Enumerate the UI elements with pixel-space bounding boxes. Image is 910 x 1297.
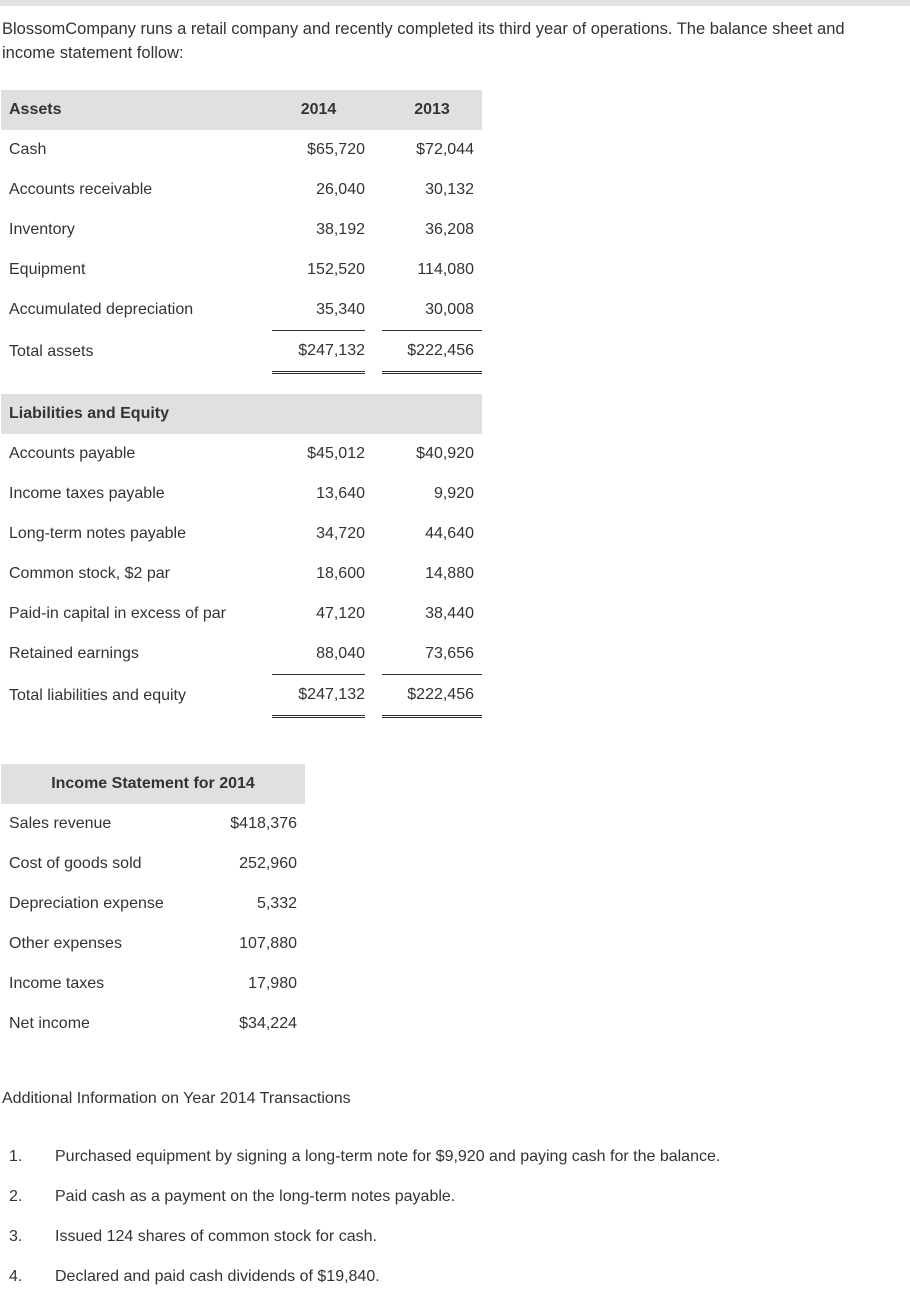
item-text: Issued 124 shares of common stock for cash. — [55, 1228, 377, 1245]
list-item — [0, 1217, 910, 1257]
row-value: 5,332 — [256, 895, 297, 912]
row-label: Accounts receivable — [9, 181, 153, 198]
total-2014: $247,132 — [272, 331, 365, 373]
value-2013: $40,920 — [416, 445, 474, 462]
income-statement-header-row — [1, 764, 305, 804]
value-2014: $45,012 — [307, 445, 365, 462]
table-row — [1, 210, 482, 250]
additional-info-title: Additional Information on Year 2014 Transactions — [2, 1090, 351, 1107]
row-label: Other expenses — [9, 935, 122, 952]
item-text: Paid cash as a payment on the long-term notes payable. — [55, 1188, 456, 1205]
table-row — [1, 924, 305, 964]
item-text: Purchased equipment by signing a long-term note for $9,920 and paying cash for the balance. — [55, 1148, 721, 1165]
row-label: Paid-in capital in excess of par — [9, 605, 226, 622]
liabilities-header: Liabilities and Equity — [1, 394, 272, 434]
total-2013: $222,456 — [382, 331, 482, 373]
income-statement-title: Income Statement for 2014 — [1, 764, 305, 804]
list-item — [0, 1177, 910, 1217]
value-2013: 14,880 — [425, 565, 474, 582]
row-label: Total assets — [9, 342, 94, 360]
row-label: Net income — [9, 1015, 90, 1032]
value-2013: 36,208 — [425, 221, 474, 238]
top-divider — [0, 0, 910, 6]
table-row — [1, 884, 305, 924]
table-row — [1, 290, 482, 331]
row-value: 107,880 — [239, 935, 297, 952]
item-number: 2. — [9, 1188, 23, 1205]
total-liabilities-row — [1, 675, 482, 717]
year-2013-header: 2013 — [382, 90, 482, 130]
total-2013: $222,456 — [382, 675, 482, 717]
value-2014: 35,340 — [272, 290, 365, 331]
table-row — [1, 634, 482, 675]
value-2014: 152,520 — [307, 261, 365, 278]
item-number: 3. — [9, 1228, 23, 1245]
table-row — [1, 434, 482, 474]
value-2014: 34,720 — [316, 525, 365, 542]
row-label: Depreciation expense — [9, 895, 164, 912]
table-row — [1, 844, 305, 884]
row-label: Income taxes — [9, 975, 105, 992]
assets-header-row — [1, 90, 482, 130]
row-value: $34,224 — [239, 1015, 297, 1032]
assets-header: Assets — [1, 90, 272, 130]
value-2014: 88,040 — [272, 634, 365, 675]
value-2013: $72,044 — [416, 141, 474, 158]
row-label: Income taxes payable — [9, 485, 165, 502]
row-label: Cash — [9, 141, 47, 158]
value-2013: 38,440 — [425, 605, 474, 622]
table-row — [1, 1004, 305, 1044]
table-row — [1, 514, 482, 554]
income-statement-table — [1, 764, 305, 1044]
item-number: 1. — [9, 1148, 23, 1165]
row-label: Accounts payable — [9, 445, 136, 462]
row-value: 252,960 — [239, 855, 297, 872]
value-2013: 9,920 — [433, 485, 474, 502]
table-row — [1, 964, 305, 1004]
table-row — [1, 554, 482, 594]
table-row — [1, 804, 305, 844]
row-value: $418,376 — [230, 815, 297, 832]
table-row — [1, 170, 482, 210]
balance-sheet-table — [1, 90, 482, 718]
year-2014-header: 2014 — [272, 90, 365, 130]
row-label: Total liabilities and equity — [9, 686, 186, 704]
value-2014: 47,120 — [316, 605, 365, 622]
item-number: 4. — [9, 1268, 23, 1285]
liabilities-header-row — [1, 394, 482, 434]
row-label: Cost of goods sold — [9, 855, 142, 872]
table-row — [1, 594, 482, 634]
total-assets-row — [1, 331, 482, 373]
row-label: Inventory — [9, 221, 75, 238]
list-item — [0, 1257, 910, 1297]
value-2014: 13,640 — [316, 485, 365, 502]
value-2013: 44,640 — [425, 525, 474, 542]
list-item — [0, 1137, 910, 1177]
value-2013: 73,656 — [382, 634, 482, 675]
value-2014: 38,192 — [316, 221, 365, 238]
table-row — [1, 250, 482, 290]
row-label: Long-term notes payable — [9, 525, 186, 542]
value-2013: 30,132 — [425, 181, 474, 198]
row-label: Equipment — [9, 261, 86, 278]
additional-info-list — [0, 1137, 910, 1297]
value-2013: 30,008 — [382, 290, 482, 331]
item-text: Declared and paid cash dividends of $19,840. — [55, 1268, 380, 1285]
row-label: Accumulated depreciation — [9, 301, 194, 319]
row-value: 17,980 — [248, 975, 297, 992]
total-2014: $247,132 — [272, 675, 365, 717]
value-2013: 114,080 — [417, 261, 474, 278]
value-2014: $65,720 — [307, 141, 365, 158]
row-label: Common stock, $2 par — [9, 565, 170, 582]
table-row — [1, 130, 482, 170]
row-label: Retained earnings — [9, 645, 139, 663]
value-2014: 26,040 — [316, 181, 365, 198]
value-2014: 18,600 — [316, 565, 365, 582]
intro-text: BlossomCompany runs a retail company and recently completed its third year of operations. The balance sheet and income statement follow: — [2, 20, 845, 62]
table-row — [1, 474, 482, 514]
row-label: Sales revenue — [9, 815, 112, 832]
